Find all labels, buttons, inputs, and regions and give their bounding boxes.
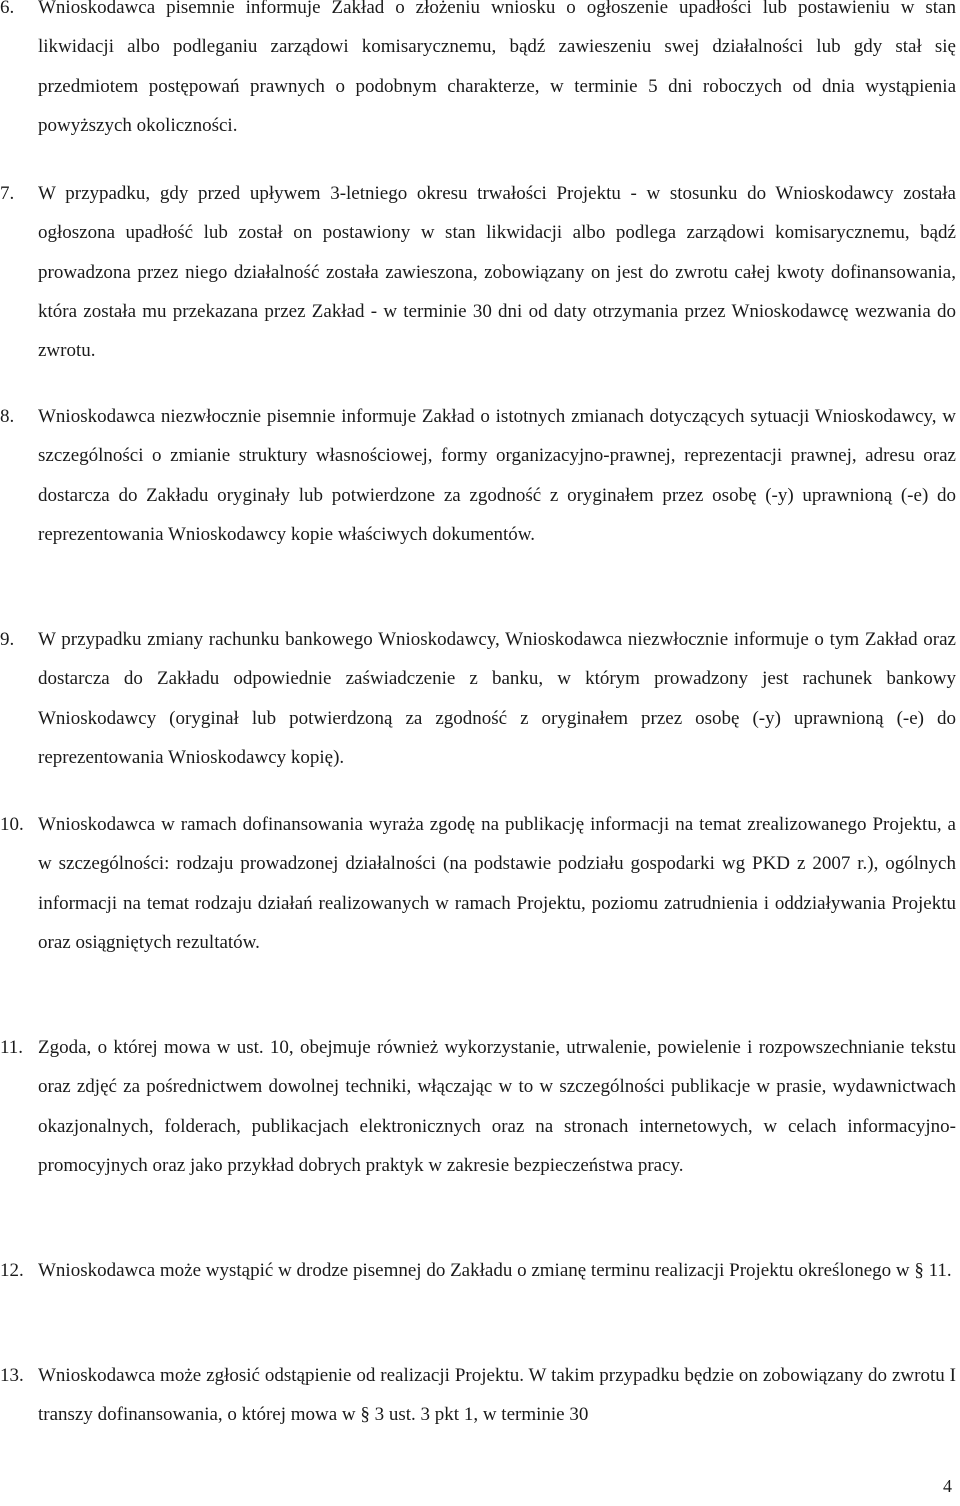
paragraph-number: 7. xyxy=(0,183,15,204)
paragraph-12 xyxy=(0,1251,956,1290)
paragraph-number: 11. xyxy=(0,1037,24,1058)
paragraph-6 xyxy=(0,0,956,145)
paragraph-text: Zgoda, o której mowa w ust. 10, obejmuje również wykorzystanie, utrwalenie, powielenie i rozpowszechnianie tekstu oraz zdjęć za pośrednictwem dowolnej techniki, włączając w to w szczególności publikacje w prasie, wydawnictwach okazjonalnych, folderach, publikacjach elektronicznych oraz na stronach internetowych, w celach informacyjno-promocyjnych oraz jako przykład dobrych praktyk w zakresie bezpieczeństwa pracy. xyxy=(38,1037,956,1176)
paragraph-number: 12. xyxy=(0,1260,24,1281)
paragraph-number: 9. xyxy=(0,629,15,650)
paragraph-9 xyxy=(0,620,956,777)
paragraph-text: Wnioskodawca może wystąpić w drodze pisemnej do Zakładu o zmianę terminu realizacji Projektu określonego w § 11. xyxy=(38,1260,952,1281)
paragraph-text: W przypadku zmiany rachunku bankowego Wnioskodawcy, Wnioskodawca niezwłocznie informuje o tym Zakład oraz dostarcza do Zakładu odpowiednie zaświadczenie z banku, w którym prowadzony jest rachunek bankowy Wnioskodawcy (oryginał lub potwierdzoną za zgodność z oryginałem przez osobę (-y) uprawnioną (-e) do reprezentowania Wnioskodawcy kopię). xyxy=(38,629,956,768)
paragraph-text: Wnioskodawca w ramach dofinansowania wyraża zgodę na publikację informacji na temat zrealizowanego Projektu, a w szczególności: rodzaju prowadzonej działalności (na podstawie podziału gospodarki wg PKD z 2007 r.), ogólnych informacji na temat rodzaju działań realizowanych w ramach Projektu, poziomu zatrudnienia i oddziaływania Projektu oraz osiągniętych rezultatów. xyxy=(38,814,956,953)
paragraph-7 xyxy=(0,174,956,370)
paragraph-8 xyxy=(0,397,956,554)
paragraph-text: W przypadku, gdy przed upływem 3-letniego okresu trwałości Projektu - w stosunku do Wnioskodawcy została ogłoszona upadłość lub został on postawiony w stan likwidacji albo podlega zarządowi komisarycznemu, bądź prowadzona przez niego działalność została zawieszona, zobowiązany on jest do zwrotu całej kwoty dofinansowania, która została mu przekazana przez Zakład - w terminie 30 dni od daty otrzymania przez Wnioskodawcę wezwania do zwrotu. xyxy=(38,183,956,362)
paragraph-number: 13. xyxy=(0,1365,24,1386)
paragraph-number: 10. xyxy=(0,814,24,835)
paragraph-number: 8. xyxy=(0,406,15,427)
paragraph-text: Wnioskodawca pisemnie informuje Zakład o złożeniu wniosku o ogłoszenie upadłości lub postawieniu w stan likwidacji albo podleganiu zarządowi komisarycznemu, bądź zawieszeniu swej działalności lub gdy stał się przedmiotem postępowań prawnych o podobnym charakterze, w terminie 5 dni roboczych od dnia wystąpienia powyższych okoliczności. xyxy=(38,0,956,136)
paragraph-11 xyxy=(0,1028,956,1185)
paragraph-number: 6. xyxy=(0,0,15,18)
paragraph-10 xyxy=(0,805,956,962)
page-number: 4 xyxy=(943,1476,952,1496)
paragraph-text: Wnioskodawca może zgłosić odstąpienie od realizacji Projektu. W takim przypadku będzie on zobowiązany do zwrotu I transzy dofinansowania, o której mowa w § 3 ust. 3 pkt 1, w terminie 30 xyxy=(38,1365,956,1426)
paragraph-13 xyxy=(0,1356,956,1435)
paragraph-text: Wnioskodawca niezwłocznie pisemnie informuje Zakład o istotnych zmianach dotyczących sytuacji Wnioskodawcy, w szczególności o zmianie struktury własnościowej, formy organizacyjno-prawnej, reprezentacji prawnej, adresu oraz dostarcza do Zakładu oryginały lub potwierdzone za zgodność z oryginałem przez osobę (-y) uprawnioną (-e) do reprezentowania Wnioskodawcy kopie właściwych dokumentów. xyxy=(38,406,956,545)
